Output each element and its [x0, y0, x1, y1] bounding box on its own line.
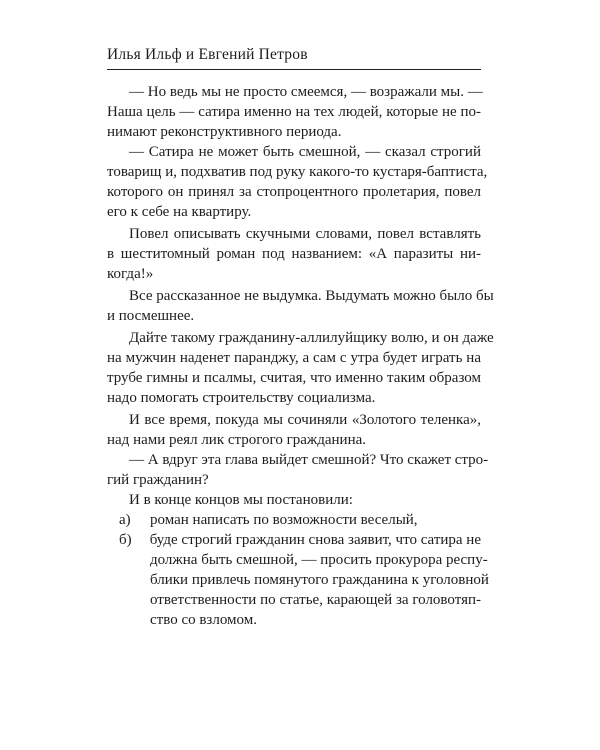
paragraph — [107, 450, 489, 490]
text-line: гий гражданин? — [107, 472, 209, 488]
paragraph — [107, 82, 481, 142]
text-line: когда!» — [107, 266, 154, 282]
paragraph — [107, 328, 494, 408]
text-line: на мужчин наденет паранджу, а сам с утра будет играть на — [107, 350, 481, 366]
text-line: блики привлечь помянутого гражданина к уголовной — [150, 572, 489, 588]
paragraph — [107, 410, 481, 450]
text-line: — Но ведь мы не просто смеемся, — возражали мы. — — [129, 84, 483, 100]
text-line: и посмешнее. — [107, 308, 195, 324]
text-line: в шеститомный роман под названием: «А паразиты ни- — [107, 246, 481, 262]
text-line: Все рассказанное не выдумка. Выдумать можно было бы — [129, 288, 494, 304]
list-marker: а) — [119, 512, 131, 528]
list-item — [107, 510, 481, 530]
paragraph — [107, 286, 494, 326]
text-line: — Сатира не может быть смешной, — сказал строгий — [129, 144, 481, 160]
text-line: нимают реконструктивного периода. — [107, 124, 342, 140]
header-rule — [107, 69, 481, 70]
text-line: трубе гимны и псалмы, считая, что именно таким образом — [107, 370, 481, 386]
list-item — [107, 530, 489, 630]
text-line: должна быть смешной, — просить прокурора респу- — [150, 552, 488, 568]
text-line: ство со взломом. — [150, 612, 258, 628]
text-line: надо помогать строительству социализма. — [107, 390, 376, 406]
running-head: Илья Ильф и Евгений Петров — [107, 46, 308, 63]
text-line: Дайте такому гражданину-аллилуйщику волю, и он даже — [129, 330, 494, 346]
text-line: И все время, покуда мы сочиняли «Золотого теленка», — [129, 412, 481, 428]
text-line — [107, 510, 481, 530]
body-text — [107, 82, 494, 630]
paragraph — [107, 142, 488, 222]
text-line: над нами реял лик строгого гражданина. — [107, 432, 367, 448]
text-line: товарищ и, подхватив под руку какого-то кустаря-баптиста, — [107, 164, 488, 180]
text-line: И в конце концов мы постановили: — [129, 492, 353, 508]
list-item-text: роман написать по возможности веселый, — [150, 512, 418, 528]
text-line: его к себе на квартиру. — [107, 204, 252, 220]
list-marker: б) — [119, 532, 132, 548]
paragraph — [107, 224, 481, 284]
text-line — [107, 530, 481, 550]
paragraph — [107, 490, 481, 510]
text-line: ответственности по статье, карающей за головотяп- — [150, 592, 481, 608]
text-line: — А вдруг эта глава выйдет смешной? Что скажет стро- — [129, 452, 489, 468]
text-line: Повел описывать скучными словами, повел вставлять — [129, 226, 481, 242]
list-item-text: буде строгий гражданин снова заявит, что сатира не — [149, 532, 481, 548]
text-line: которого он принял за стопроцентного пролетария, повел — [107, 184, 481, 200]
text-line: Наша цель — сатира именно на тех людей, которые не по- — [107, 104, 481, 120]
